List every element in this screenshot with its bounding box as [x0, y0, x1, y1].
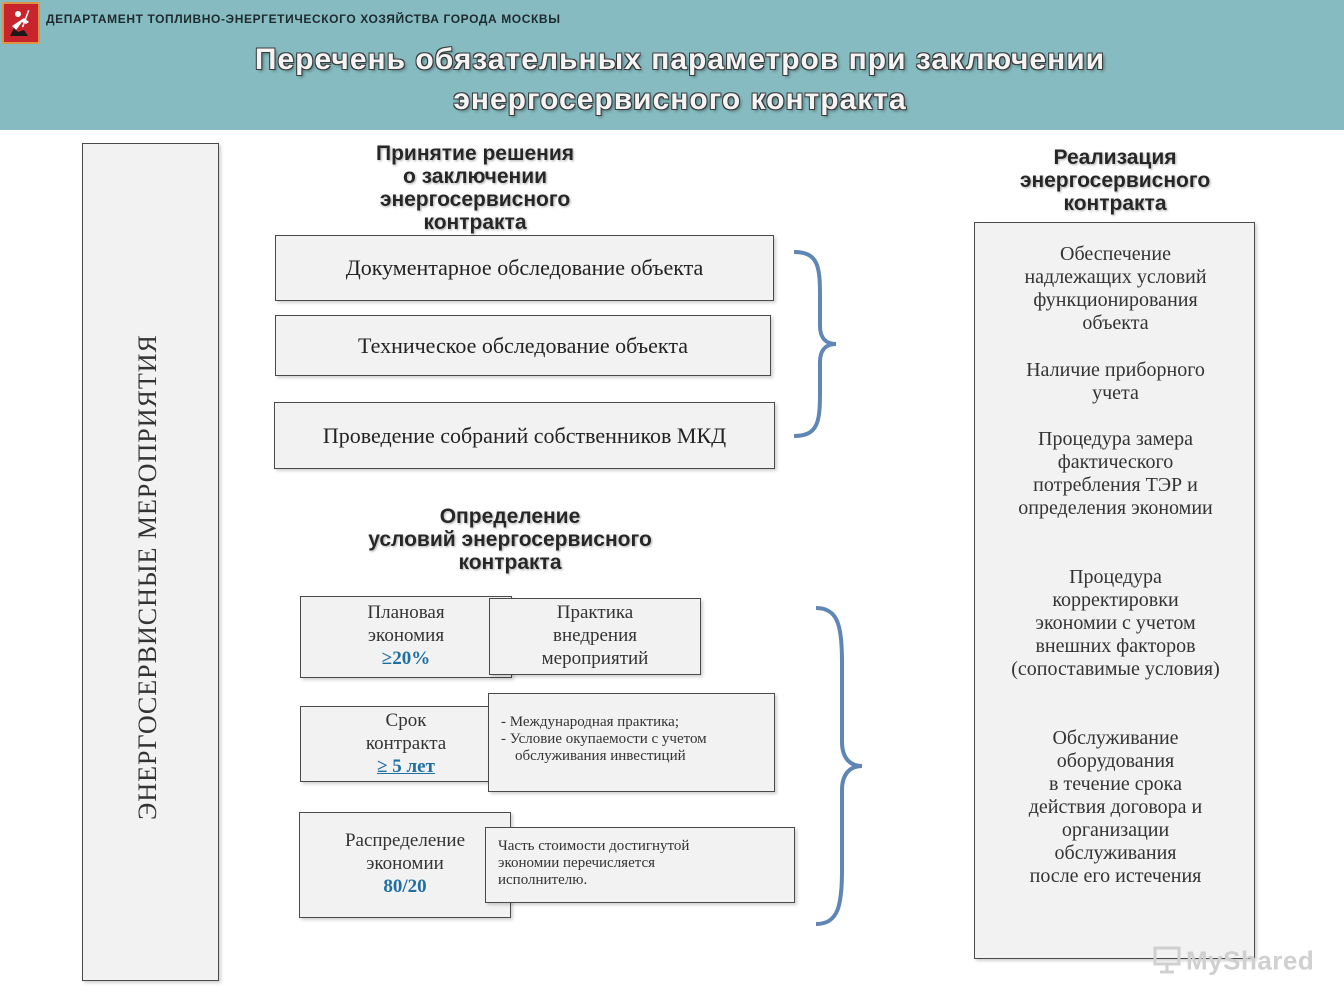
note-line: экономии перечисляется: [498, 855, 656, 871]
implementation-line: определения экономии: [1018, 497, 1213, 519]
heading-line: условий энергосервисного: [368, 528, 652, 551]
implementation-line: фактического: [1057, 451, 1174, 473]
decision-item-label: Техническое обследование объекта: [358, 332, 688, 358]
page-title: [0, 40, 1344, 120]
implementation-line: потребления ТЭР и: [1033, 474, 1198, 496]
brace-icon: [788, 246, 844, 442]
note-line: - Условие окупаемости с учетом: [501, 731, 707, 747]
implementation-item: [975, 428, 1256, 520]
decision-item-owners-meetings: [274, 402, 775, 469]
implementation-item: [975, 243, 1256, 335]
department-name: ДЕПАРТАМЕНТ ТОПЛИВНО-ЭНЕРГЕТИЧЕСКОГО ХОЗЯЙСТВА ГОРОДА МОСКВЫ: [46, 12, 561, 26]
practice-line: внедрения: [553, 625, 637, 646]
practice-box: [489, 598, 701, 675]
implementation-heading: [990, 146, 1240, 215]
contract-term-line: контракта: [365, 733, 447, 754]
implementation-line: Процедура: [1069, 566, 1162, 588]
note-line: - Международная практика;: [501, 714, 680, 730]
practice-line: Практика: [556, 602, 634, 623]
implementation-line: Наличие приборного: [1026, 359, 1205, 381]
brace-icon: [810, 602, 868, 930]
contract-term-box: [300, 706, 512, 782]
page-title-line: энергосервисного контракта: [453, 83, 907, 116]
implementation-line: (сопоставимые условия): [1011, 658, 1220, 680]
note-line: исполнителю.: [498, 872, 588, 888]
implementation-line: объекта: [1082, 312, 1149, 334]
implementation-line: учета: [1092, 382, 1139, 404]
note-line: Часть стоимости достигнутой: [498, 838, 690, 854]
implementation-line: организации: [1061, 819, 1170, 841]
implementation-item: [975, 359, 1256, 405]
implementation-line: Обеспечение: [1060, 243, 1171, 265]
planned-savings-line: экономия: [367, 625, 445, 646]
heading-line: контракта: [423, 211, 527, 234]
watermark: [1152, 944, 1314, 981]
implementation-line: в течение срока: [1049, 773, 1182, 795]
implementation-panel: [974, 222, 1255, 959]
implementation-line: внешних факторов: [1035, 635, 1196, 657]
savings-distribution-box: [299, 812, 511, 918]
heading-line: Определение: [439, 505, 581, 528]
implementation-line: после его истечения: [1029, 865, 1202, 887]
heading-line: контракта: [458, 551, 562, 574]
implementation-item: [975, 566, 1256, 681]
decision-item-label: Документарное обследование объекта: [345, 255, 704, 280]
page-title-line: Перечень обязательных параметров при заключении: [254, 43, 1106, 76]
planned-savings-line: Плановая: [367, 602, 445, 623]
heading-line: контракта: [1063, 192, 1167, 215]
implementation-line: оборудования: [1056, 750, 1175, 772]
moscow-coat-of-arms-icon: [2, 2, 40, 44]
practice-line: мероприятий: [541, 648, 649, 669]
implementation-line: Процедура замера: [1038, 428, 1193, 450]
implementation-line: надлежащих условий: [1024, 266, 1207, 288]
implementation-item: [975, 727, 1256, 888]
decision-item-technical-survey: [275, 315, 771, 376]
distribution-line: Распределение: [344, 830, 466, 851]
heading-line: о заключении: [402, 165, 548, 188]
watermark-text: MyShared: [1186, 945, 1315, 976]
header-banner: [0, 0, 1344, 130]
heading-line: Принятие решения: [375, 142, 574, 165]
contract-term-line: Срок: [385, 710, 427, 731]
planned-savings-value: ≥20%: [381, 648, 431, 669]
contract-term-value: ≥ 5 лет: [377, 756, 435, 777]
decision-heading: [340, 142, 610, 234]
distribution-note: [485, 827, 795, 903]
heading-line: Реализация: [1053, 146, 1177, 169]
presentation-board-icon: [1152, 944, 1182, 981]
decision-item-document-survey: [275, 235, 774, 301]
implementation-line: Обслуживание: [1052, 727, 1179, 749]
implementation-line: функционирования: [1033, 289, 1198, 311]
decision-item-label: Проведение собраний собственников МКД: [322, 422, 727, 448]
conditions-heading: [330, 505, 690, 574]
heading-line: энергосервисного: [379, 188, 571, 211]
contract-term-notes: [488, 693, 775, 792]
implementation-line: корректировки: [1052, 589, 1179, 611]
distribution-line: экономии: [366, 853, 444, 874]
sidebar-label: ЭНЕРГОСЕРВИСНЫЕ МЕРОПРИЯТИЯ: [133, 334, 162, 820]
distribution-value: 80/20: [383, 876, 427, 897]
implementation-line: действия договора и: [1028, 796, 1203, 818]
note-line: обслуживания инвестиций: [515, 748, 686, 764]
heading-line: энергосервисного: [1019, 169, 1211, 192]
implementation-line: экономии с учетом: [1035, 612, 1196, 634]
planned-savings-box: [300, 596, 512, 678]
implementation-line: обслуживания: [1054, 842, 1177, 864]
